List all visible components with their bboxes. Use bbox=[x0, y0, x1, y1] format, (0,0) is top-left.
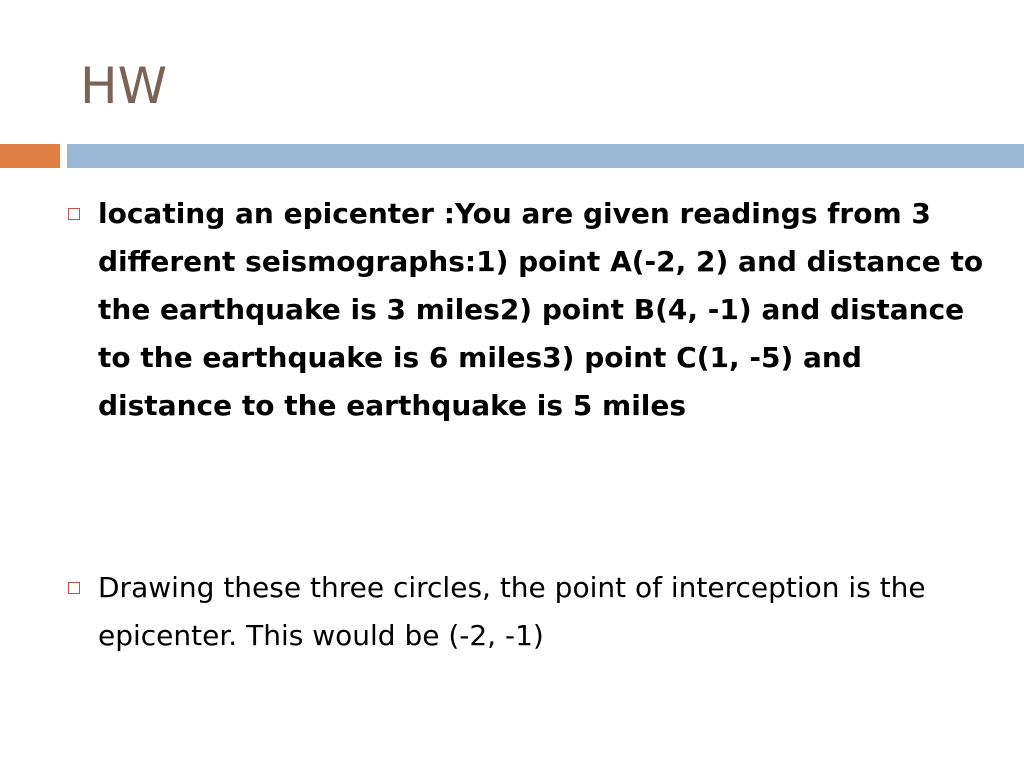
bullet-item-answer bbox=[60, 564, 990, 660]
bullet-text-answer: Drawing these three circles, the point of interception is the epicenter. This would be (-2, -1) bbox=[98, 571, 926, 652]
bullet-item-problem bbox=[60, 190, 990, 430]
bullet-text-problem: locating an epicenter :You are given readings from 3 different seismographs:1) point A(-2, 2) and distance to the earthquake is 3 miles2) point B(4, -1) and distance to the earthquake is 6 miles3) point C(1, -5) and distance to the earthquake is 5 miles bbox=[98, 197, 984, 422]
slide-title: HW bbox=[80, 57, 168, 115]
accent-bar-blue bbox=[67, 144, 1024, 168]
square-bullet-icon bbox=[68, 208, 80, 220]
square-bullet-icon bbox=[68, 582, 80, 594]
bullet-list bbox=[60, 190, 990, 660]
accent-bar-orange bbox=[0, 144, 60, 168]
